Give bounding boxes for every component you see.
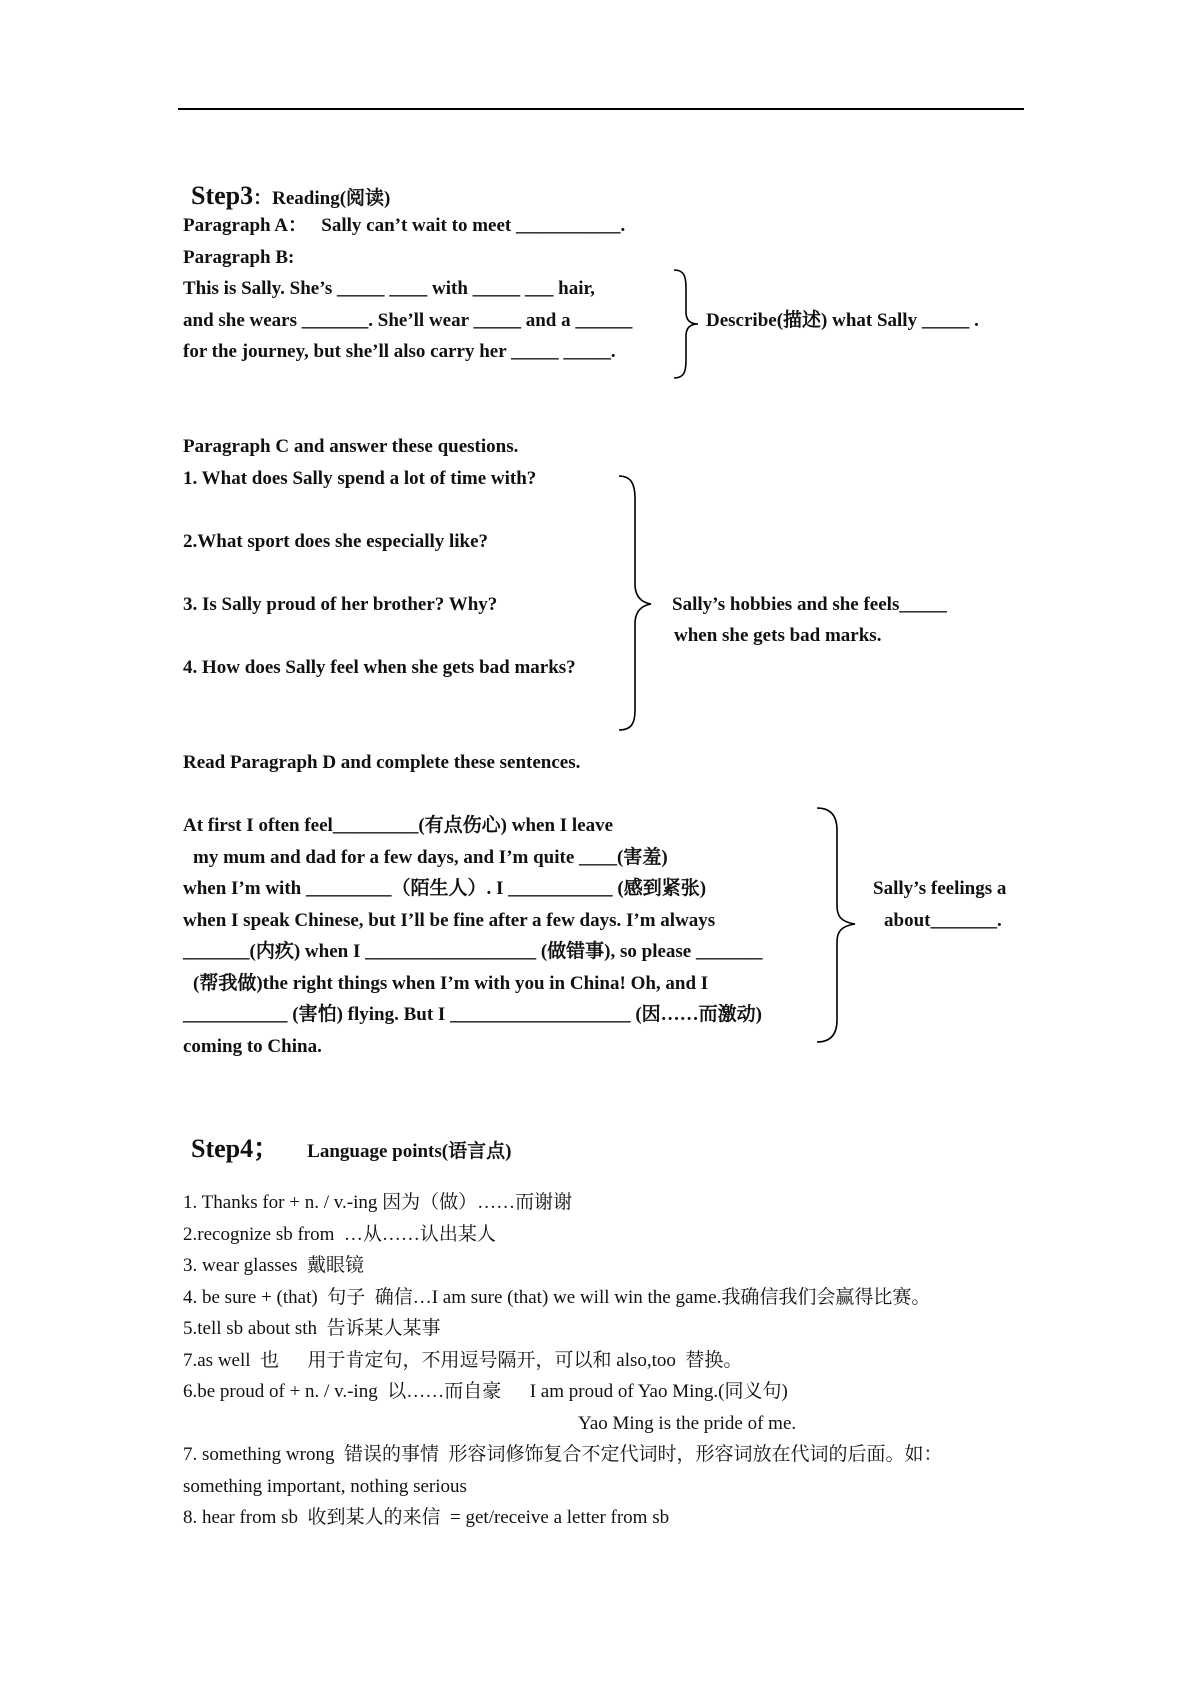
paragraph-b-brace bbox=[672, 268, 702, 380]
paragraph-d-line: ___________ (害怕) flying. But I ___________________ (因……而激动) bbox=[183, 1004, 762, 1025]
paragraph-b-line: and she wears _______. She’ll wear _____ and a ______ bbox=[183, 310, 633, 331]
paragraph-d-brace bbox=[815, 806, 859, 1048]
paragraph-b-line: This is Sally. She’s _____ ____ with _____ ___ hair, bbox=[183, 278, 595, 299]
paragraph-d-line: (帮我做)the right things when I’m with you in China! Oh, and I bbox=[193, 973, 709, 994]
paragraph-d-line: when I speak Chinese, but I’ll be fine after a few days. I’m always bbox=[183, 910, 716, 931]
paragraph-d-line: my mum and dad for a few days, and I’m quite ____(害羞) bbox=[193, 847, 668, 868]
step4-sep: ； bbox=[253, 1134, 280, 1163]
paragraph-c-question: 3. Is Sally proud of her brother? Why? bbox=[183, 594, 498, 615]
header-rule bbox=[178, 108, 1024, 110]
language-point: 8. hear from sb 收到某人的来信 = get/receive a letter from sb bbox=[183, 1507, 670, 1528]
paragraph-d-line: At first I often feel_________(有点伤心) when I leave bbox=[183, 815, 614, 836]
paragraph-d-summary: Sally’s feelings a bbox=[873, 878, 1007, 899]
paragraph-d-line: coming to China. bbox=[183, 1036, 322, 1057]
step3-heading bbox=[183, 163, 390, 211]
paragraph-a: Paragraph A： Sally can’t wait to meet ___________. bbox=[183, 215, 626, 236]
language-point: Yao Ming is the pride of me. bbox=[578, 1413, 797, 1434]
language-point: 1. Thanks for + n. / v.-ing 因为（做）……而谢谢 bbox=[183, 1192, 573, 1213]
paragraph-d-heading: Read Paragraph D and complete these sentences. bbox=[183, 752, 581, 773]
language-point: 2.recognize sb from …从……认出某人 bbox=[183, 1224, 496, 1245]
language-point: 7.as well 也 用于肯定句，不用逗号隔开，可以和 also,too 替换。 bbox=[183, 1350, 743, 1371]
paragraph-d-line: when I’m with _________（陌生人）. I ___________ (感到紧张) bbox=[183, 878, 707, 899]
step4-title: Step4 bbox=[191, 1134, 254, 1163]
paragraph-d-line: _______(内疚) when I __________________ (做错事), so please _______ bbox=[183, 941, 763, 962]
language-point: 4. be sure + (that) 句子 确信…I am sure (that) we will win the game.我确信我们会赢得比赛。 bbox=[183, 1287, 931, 1308]
paragraph-c-heading: Paragraph C and answer these questions. bbox=[183, 436, 519, 457]
language-point: 7. something wrong 错误的事情 形容词修饰复合不定代词时，形容词放在代词的后面。如： bbox=[183, 1444, 943, 1465]
paragraph-c-question: 4. How does Sally feel when she gets bad marks? bbox=[183, 657, 576, 678]
paragraph-c-brace bbox=[617, 474, 657, 734]
step4-heading bbox=[183, 1110, 511, 1165]
paragraph-b-summary: Describe(描述) what Sally _____ . bbox=[706, 310, 979, 331]
language-point: 6.be proud of + n. / v.-ing 以……而自豪 I am proud of Yao Ming.(同义句) bbox=[183, 1381, 788, 1402]
language-point: 3. wear glasses 戴眼镜 bbox=[183, 1255, 364, 1276]
paragraph-c-question: 2.What sport does she especially like? bbox=[183, 531, 489, 552]
step4-subtitle: Language points(语言点) bbox=[307, 1141, 512, 1162]
step3-sep: ： bbox=[253, 188, 273, 209]
paragraph-c-summary: when she gets bad marks. bbox=[674, 625, 882, 646]
paragraph-b-heading: Paragraph B: bbox=[183, 247, 295, 268]
language-point: something important, nothing serious bbox=[183, 1476, 467, 1497]
paragraph-b-line: for the journey, but she’ll also carry her _____ _____. bbox=[183, 341, 616, 362]
paragraph-c-question: 1. What does Sally spend a lot of time with? bbox=[183, 468, 537, 489]
step3-subtitle: Reading(阅读) bbox=[272, 188, 391, 209]
language-point: 5.tell sb about sth 告诉某人某事 bbox=[183, 1318, 441, 1339]
step3-title: Step3 bbox=[191, 181, 254, 210]
paragraph-c-summary: Sally’s hobbies and she feels_____ bbox=[672, 594, 947, 615]
paragraph-d-summary: about_______. bbox=[884, 910, 1002, 931]
